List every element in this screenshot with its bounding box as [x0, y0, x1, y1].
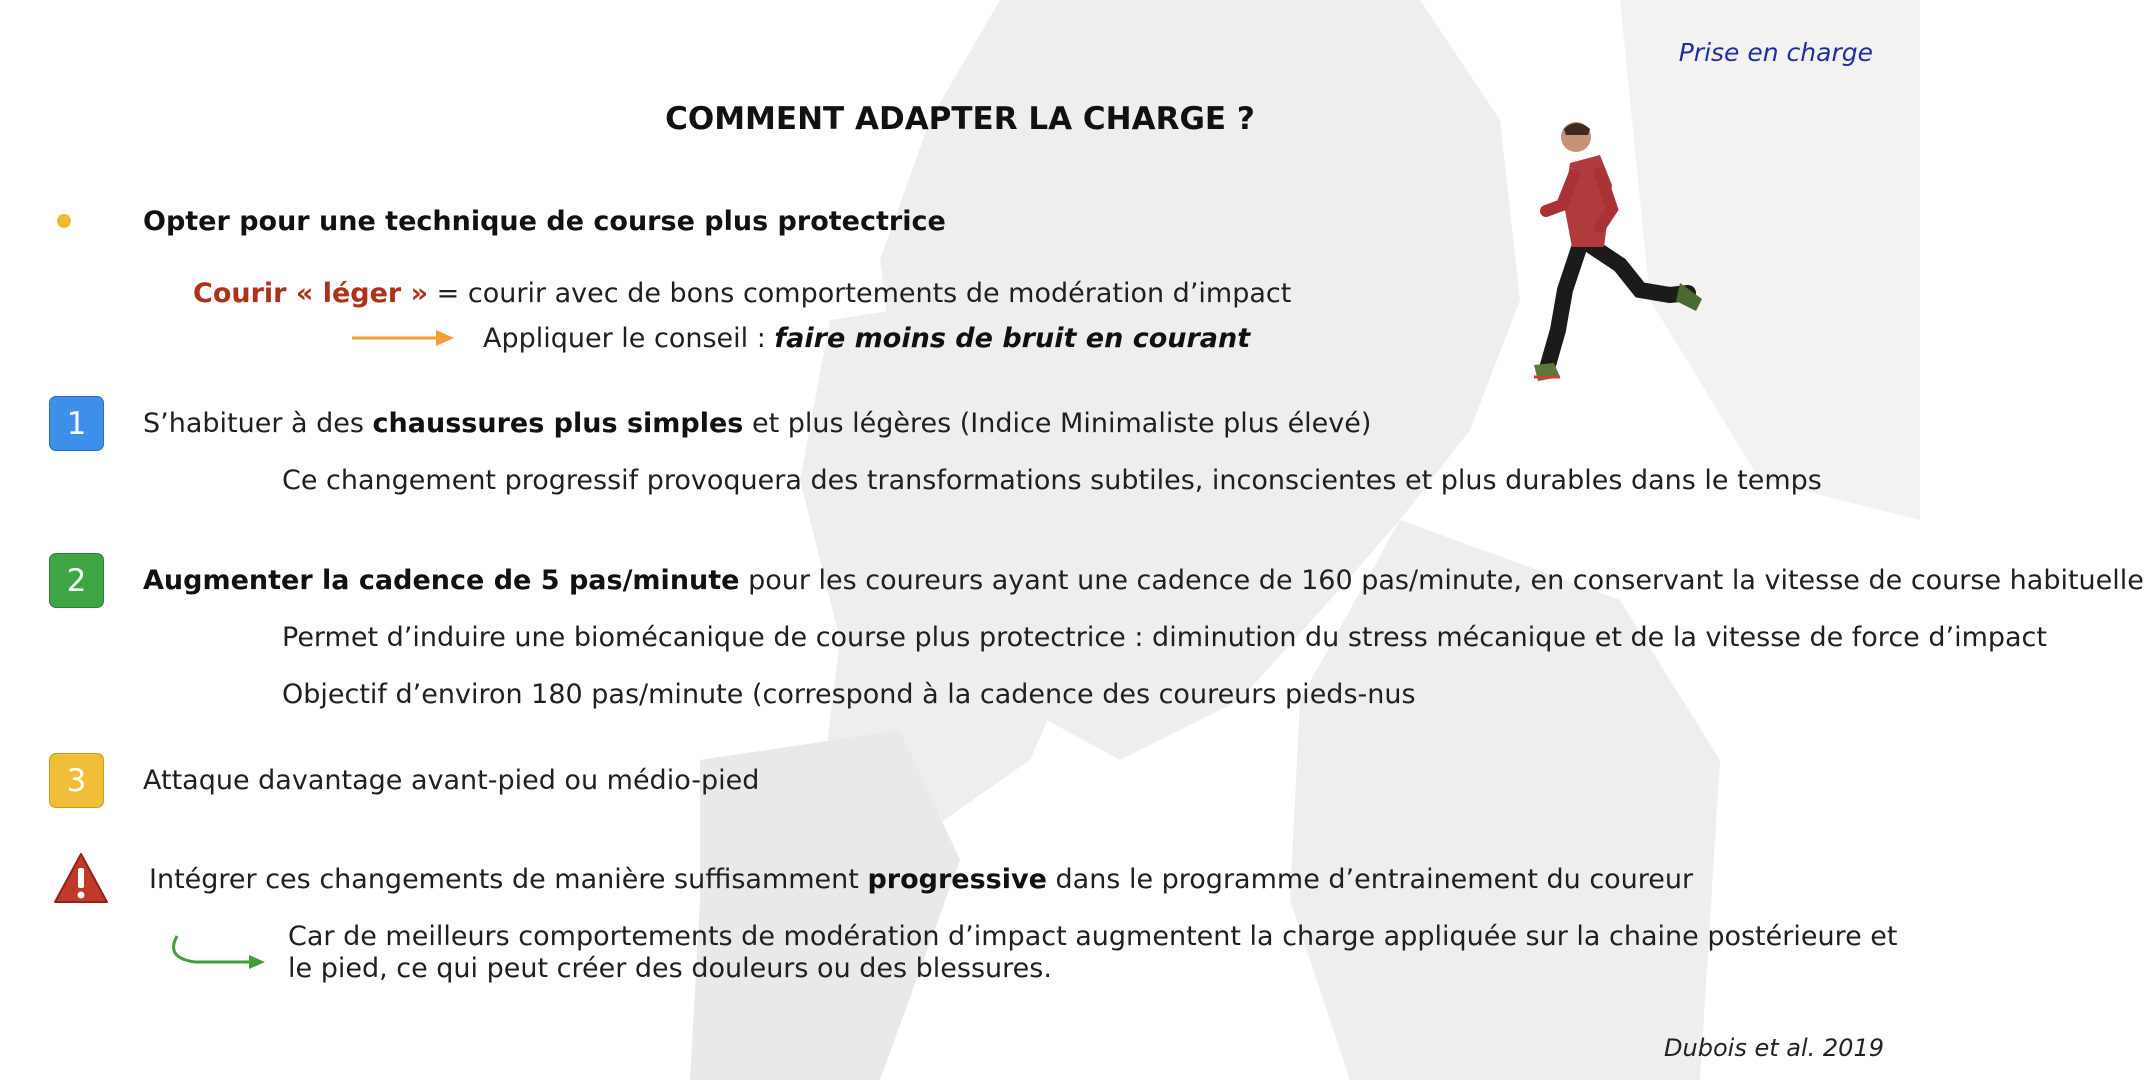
point-2-text-after: pour les coureurs ayant une cadence de 160 pas/minute, en conservant la vitesse de course habituelle — [739, 565, 2144, 596]
badge-3: 3 — [49, 753, 104, 808]
advice-line — [483, 323, 1250, 354]
bullet-heading-text: Opter pour une technique de course plus protectrice — [143, 206, 946, 237]
advice-prefix: Appliquer le conseil : — [483, 323, 775, 354]
warning-icon — [52, 850, 110, 908]
section-label: Prise en charge — [1678, 38, 1873, 67]
bullet-dot — [57, 214, 71, 228]
orange-arrow-icon — [350, 326, 456, 350]
warning-text-bold: progressive — [867, 864, 1047, 895]
reference-authors: Dubois et — [1664, 1034, 1787, 1062]
advice-emphasis: faire moins de bruit en courant — [774, 323, 1251, 354]
green-curved-arrow-icon — [165, 930, 270, 976]
point-1-detail: Ce changement progressif provoquera des transformations subtiles, inconscientes et plus durables dans le temps — [282, 465, 1822, 496]
runner-illustration — [1520, 115, 1710, 395]
reference-citation — [1664, 1034, 1884, 1062]
point-2-heading — [143, 565, 2144, 596]
warning-text-after: dans le programme d’entrainement du coureur — [1046, 864, 1694, 895]
warning-heading — [149, 864, 1693, 895]
point-3-text: Attaque davantage avant-pied ou médio-pied — [143, 765, 760, 796]
point-1-text-before: S’habituer à des — [143, 408, 373, 439]
definition-line — [193, 278, 1291, 309]
definition-text: = courir avec de bons comportements de modération d’impact — [428, 278, 1292, 309]
point-1-text-bold: chaussures plus simples — [372, 408, 744, 439]
point-2-detail-1: Permet d’induire une biomécanique de course plus protectrice : diminution du stress mécanique et de la vitesse de force d’impact — [282, 622, 2047, 653]
badge-2: 2 — [49, 553, 104, 608]
point-2-detail-2: Objectif d’environ 180 pas/minute (correspond à la cadence des coureurs pieds-nus — [282, 679, 1416, 710]
point-1-text-after: et plus légères (Indice Minimaliste plus élevé) — [743, 408, 1372, 439]
slide-title: COMMENT ADAPTER LA CHARGE ? — [665, 101, 1255, 137]
badge-1: 1 — [49, 396, 104, 451]
reference-etal: al. — [1786, 1034, 1816, 1062]
bullet-heading — [143, 206, 946, 237]
point-2-text-bold: Augmenter la cadence de 5 pas/minute — [143, 565, 740, 596]
definition-term: Courir « léger » — [193, 278, 429, 309]
point-1-heading — [143, 408, 1371, 439]
reference-year: 2019 — [1815, 1034, 1884, 1062]
warning-consequence: Car de meilleurs comportements de modération d’impact augmentent la charge appliquée sur la chaine postérieure et le pied, ce qui peut créer des douleurs ou des blessures. — [288, 921, 1898, 984]
warning-text-before: Intégrer ces changements de manière suffisamment — [149, 864, 868, 895]
